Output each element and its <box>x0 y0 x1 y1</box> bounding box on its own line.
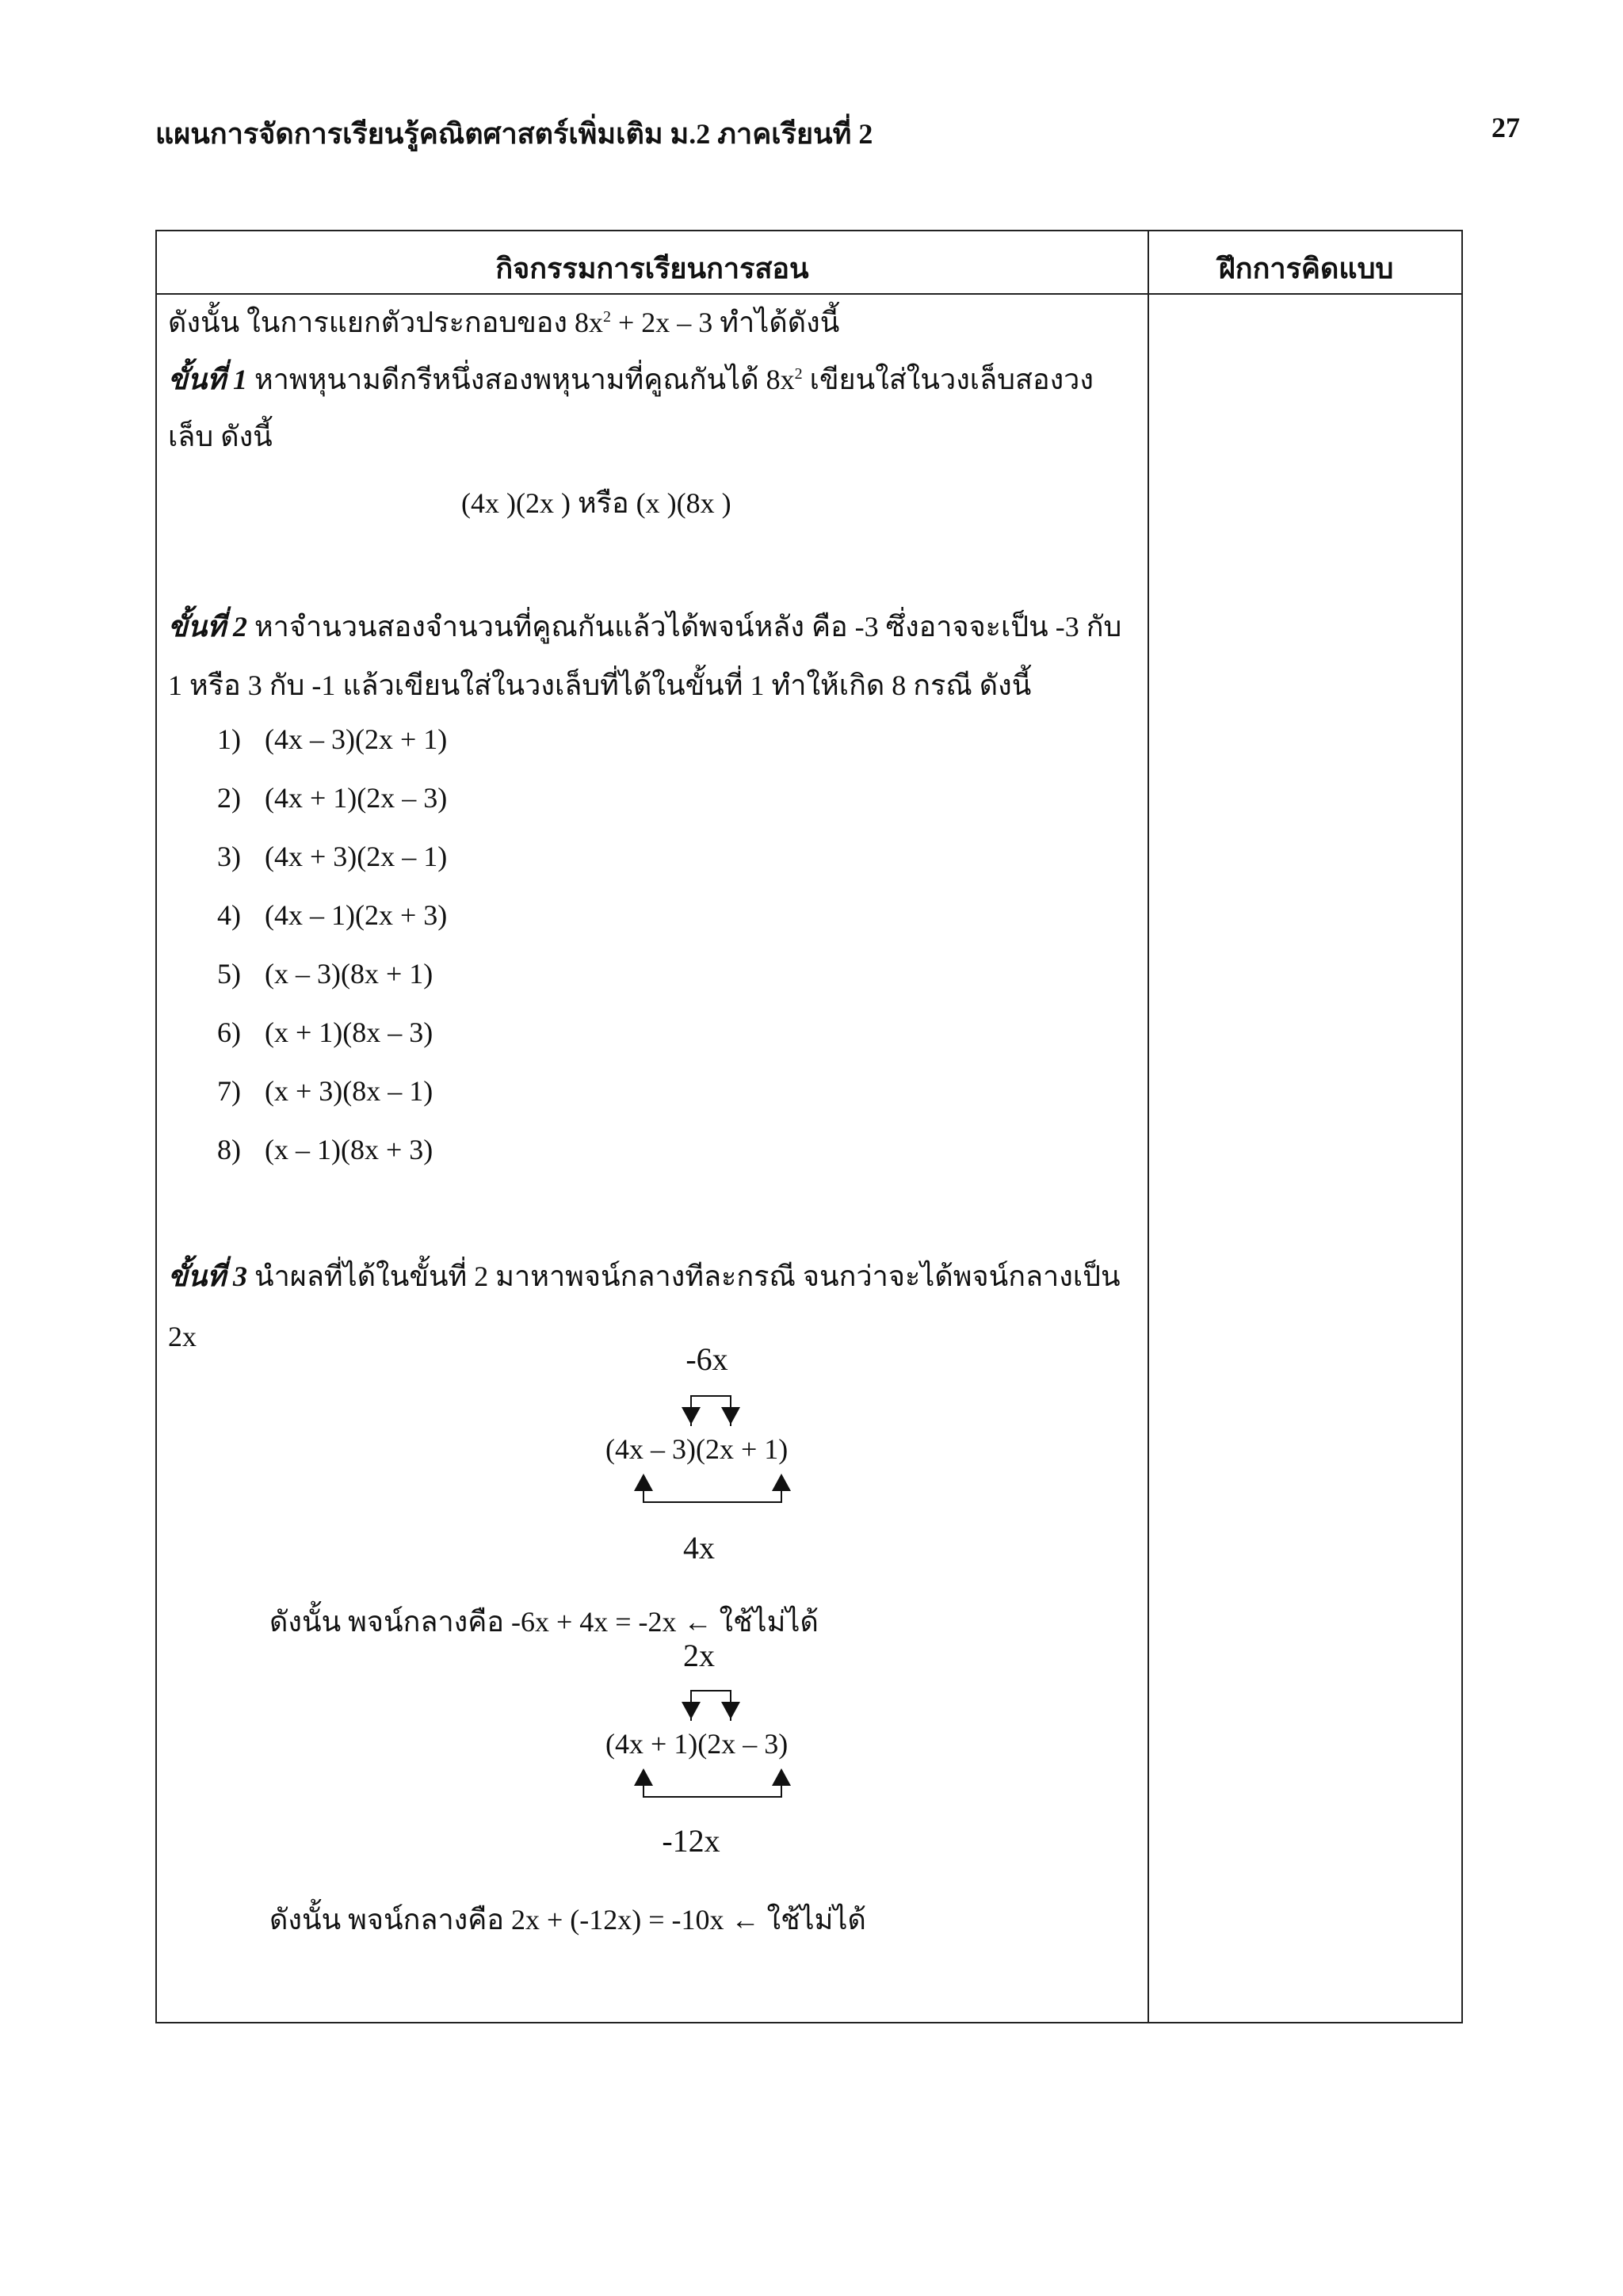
intro-line <box>168 299 839 345</box>
case-expression: (x + 3)(8x – 1) <box>265 1075 433 1107</box>
intro-exponent: 2 <box>603 308 611 326</box>
step2-label: ขั้นที่ 2 <box>168 611 247 643</box>
case-expression: (x – 1)(8x + 3) <box>265 1134 433 1165</box>
case-item <box>217 723 447 756</box>
header-divider <box>157 293 1461 295</box>
case-number: 8) <box>217 1134 241 1165</box>
step1-line1 <box>168 357 1094 402</box>
column-header-thinking: ฝึกการคิดแบบ <box>1218 253 1394 284</box>
inner-arrows-icon <box>643 1388 802 1431</box>
result-line-2: ดังนั้น พจน์กลางคือ 2x + (-12x) = -10x ← ใช้ไม่ได้ <box>269 1904 866 1936</box>
case-expression: (4x + 1)(2x – 3) <box>265 782 448 814</box>
case-number: 6) <box>217 1016 241 1048</box>
factor-expression: (4x + 1)(2x – 3) <box>605 1728 789 1760</box>
header-title: แผนการจัดการเรียนรู้คณิตศาสตร์เพิ่มเติม ม.2 ภาคเรียนที่ 2 <box>155 118 873 150</box>
step3-label: ขั้นที่ 3 <box>168 1261 247 1292</box>
case-expression: (x – 3)(8x + 1) <box>265 958 433 990</box>
case-expression: (4x – 1)(2x + 3) <box>265 899 448 931</box>
case-expression: (4x – 3)(2x + 1) <box>265 723 448 755</box>
step1-label: ขั้นที่ 1 <box>168 364 247 395</box>
inner-product-label: -6x <box>685 1341 728 1377</box>
case-number: 3) <box>217 841 241 872</box>
step1-text: หาพหุนามดีกรีหนึ่งสองพหุนามที่คูณกันได้ 8x <box>246 364 795 395</box>
case-number: 4) <box>217 899 241 931</box>
step1-line2: เล็บ ดังนี้ <box>168 421 273 452</box>
activity-table <box>155 230 1463 2023</box>
outer-arrows-icon <box>628 1470 834 1510</box>
column-divider <box>1148 231 1149 2022</box>
outer-product-label: -12x <box>662 1823 720 1859</box>
inner-product-label: 2x <box>683 1638 715 1673</box>
inner-arrows-icon <box>643 1683 802 1726</box>
step1-expression: (4x )(2x ) หรือ (x )(8x ) <box>461 487 731 519</box>
case-number: 7) <box>217 1075 241 1107</box>
factor-expression: (4x – 3)(2x + 1) <box>605 1433 789 1465</box>
case-item <box>217 1133 433 1166</box>
step1-text-tail: เขียนใส่ในวงเล็บสองวง <box>802 364 1094 395</box>
step1-exponent: 2 <box>794 365 803 383</box>
case-item <box>217 840 447 873</box>
case-number: 2) <box>217 782 241 814</box>
step3-text: นำผลที่ได้ในขั้นที่ 2 มาหาพจน์กลางทีละกรณี จนกว่าจะได้พจน์กลางเป็น <box>246 1261 1121 1292</box>
column-header-activities: กิจกรรมการเรียนการสอน <box>495 253 809 284</box>
case-item <box>217 898 447 932</box>
step2-line2: 1 หรือ 3 กับ -1 แล้วเขียนใส่ในวงเล็บที่ได้ในขั้นที่ 1 ทำให้เกิด 8 กรณี ดังนี้ <box>168 669 1032 701</box>
step3-line1 <box>168 1253 1121 1299</box>
intro-text-tail: + 2x – 3 ทำได้ดังนี้ <box>611 307 840 338</box>
page-number: 27 <box>1491 112 1520 143</box>
case-number: 1) <box>217 723 241 755</box>
case-expression: (x + 1)(8x – 3) <box>265 1016 433 1048</box>
case-item <box>217 957 433 990</box>
step3-line2: 2x <box>168 1321 197 1352</box>
step2-line1 <box>168 604 1121 649</box>
case-expression: (4x + 3)(2x – 1) <box>265 841 448 872</box>
result-line-1: ดังนั้น พจน์กลางคือ -6x + 4x = -2x ← ใช้ไม่ได้ <box>269 1606 819 1638</box>
outer-arrows-icon <box>628 1765 834 1805</box>
case-number: 5) <box>217 958 241 990</box>
step2-text: หาจำนวนสองจำนวนที่คูณกันแล้วได้พจน์หลัง คือ -3 ซึ่งอาจจะเป็น -3 กับ <box>246 611 1122 643</box>
case-item <box>217 1074 433 1108</box>
case-item <box>217 1016 433 1049</box>
case-item <box>217 781 447 814</box>
outer-product-label: 4x <box>683 1530 715 1566</box>
intro-text: ดังนั้น ในการแยกตัวประกอบของ 8x <box>168 307 603 338</box>
